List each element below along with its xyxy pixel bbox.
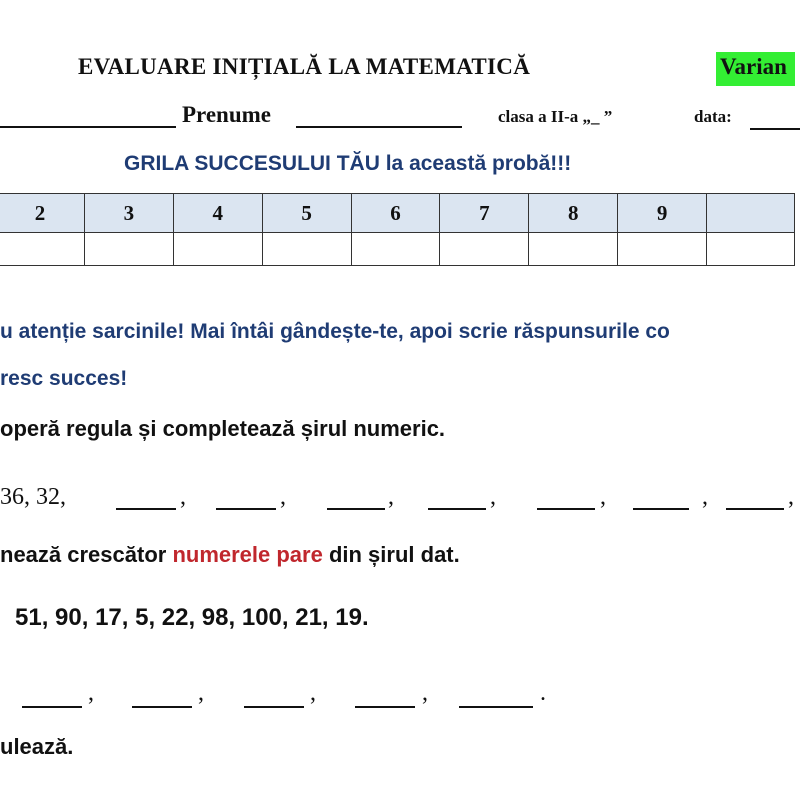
answer-grid-answer-row (0, 233, 795, 266)
task2-blank-5[interactable] (459, 686, 533, 713)
answer-cell[interactable] (262, 233, 351, 266)
answer-cell[interactable] (440, 233, 529, 266)
answer-grid-header-row (0, 194, 795, 233)
instructions-line-1: u atenție sarcinile! Mai întâi gândește-te, apoi scrie răspunsurile co (0, 320, 670, 343)
task2-comma: , (310, 680, 316, 706)
answer-cell[interactable] (173, 233, 262, 266)
task1-blank-5[interactable] (537, 488, 595, 515)
date-blank[interactable] (750, 104, 800, 130)
task1-comma: , (180, 484, 186, 510)
task2-number-sequence: 51, 90, 17, 5, 22, 98, 100, 21, 19. (15, 604, 369, 631)
task2-blank-1[interactable] (22, 686, 82, 713)
name-line (0, 102, 176, 134)
grid-number-cell: 5 (262, 194, 351, 233)
date-label: data: (694, 107, 732, 126)
date-line (750, 104, 800, 135)
answer-cell[interactable] (84, 233, 173, 266)
answer-cell[interactable] (707, 233, 795, 266)
task1-blank-4[interactable] (428, 488, 486, 515)
task2-blank-2[interactable] (132, 686, 192, 713)
task2-prompt-highlight: numerele pare (172, 542, 323, 567)
task1-comma: , (490, 484, 496, 510)
task1-comma: , (280, 484, 286, 510)
answer-cell[interactable] (618, 233, 707, 266)
task1-sequence-start: 36, 32, (0, 484, 66, 510)
task2-comma: , (422, 680, 428, 706)
task1-comma: , (600, 484, 606, 510)
answer-grid (0, 193, 795, 266)
task2-blank-3[interactable] (244, 686, 304, 713)
task2-comma: , (88, 680, 94, 706)
grid-number-cell (707, 194, 795, 233)
task1-blank-3[interactable] (327, 488, 385, 515)
class-label: clasa a II-a „_ ” (498, 107, 613, 126)
grid-number-cell: 4 (173, 194, 262, 233)
first-name-label: Prenume (182, 102, 272, 127)
first-name-blank[interactable] (296, 102, 462, 128)
grid-number-cell: 8 (529, 194, 618, 233)
task1-blank-2[interactable] (216, 488, 276, 515)
page-title: EVALUARE INIȚIALĂ LA MATEMATICĂ (78, 54, 531, 79)
answer-cell[interactable] (0, 233, 84, 266)
grid-number-cell: 2 (0, 194, 84, 233)
task2-prompt-end: din șirul dat. (322, 542, 460, 567)
grid-number-cell: 3 (84, 194, 173, 233)
task1-comma: , (388, 484, 394, 510)
task1-blank-1[interactable] (116, 488, 176, 515)
task2-prompt (0, 542, 460, 568)
instructions-line-2: resc succes! (0, 367, 128, 390)
task2-blank-4[interactable] (355, 686, 415, 713)
grid-number-cell: 7 (440, 194, 529, 233)
answer-cell[interactable] (351, 233, 440, 266)
task1-comma: , (788, 484, 794, 510)
task1-comma: , (702, 484, 708, 510)
task2-prompt-text: nează crescător (0, 542, 173, 567)
task1-prompt: operă regula și completează șirul numeric. (0, 416, 446, 441)
task1-blank-7[interactable] (726, 488, 784, 515)
answer-grid-title: GRILA SUCCESULUI TĂU la această probă!!! (124, 152, 572, 175)
grid-number-cell: 9 (618, 194, 707, 233)
task2-period: . (540, 680, 546, 706)
task1-blank-6[interactable] (633, 488, 689, 515)
name-blank[interactable] (0, 102, 176, 128)
task2-comma: , (198, 680, 204, 706)
answer-cell[interactable] (529, 233, 618, 266)
task3-prompt: ulează. (0, 734, 74, 759)
variant-label: Varian (716, 52, 795, 86)
grid-number-cell: 6 (351, 194, 440, 233)
first-name-line (296, 102, 462, 134)
